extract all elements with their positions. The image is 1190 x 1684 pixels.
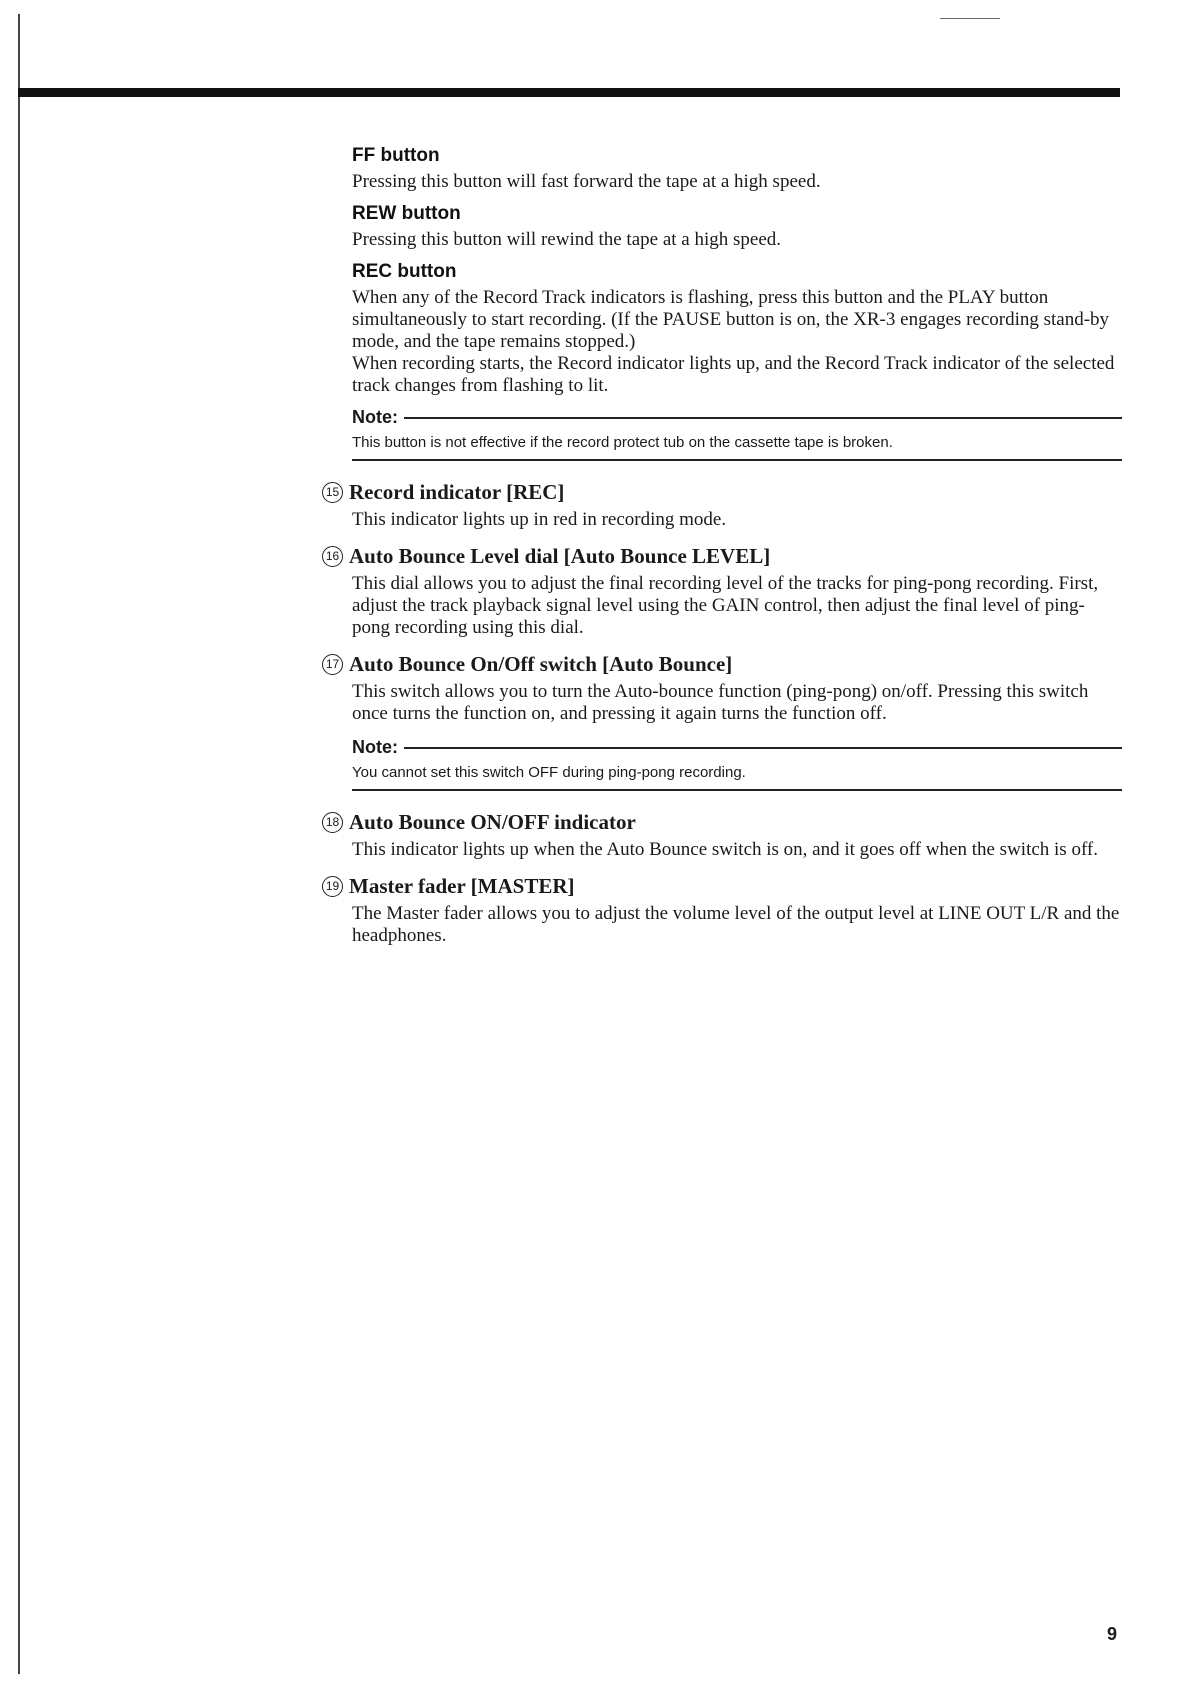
rew-button-description: Pressing this button will rewind the tape at a high speed. xyxy=(352,229,782,250)
ff-button-title: FF button xyxy=(352,145,440,166)
section-header xyxy=(322,479,1122,505)
note-box xyxy=(352,407,1122,461)
section-description: This switch allows you to turn the Auto-bounce function (ping-pong) on/off. Pressing this switch once turns the function on, and pressing it again turns the function off. xyxy=(352,681,1089,724)
ff-button-entry xyxy=(352,145,1122,193)
section-header xyxy=(322,543,1122,569)
section-title: Master fader [MASTER] xyxy=(349,874,575,898)
note-label: Note: xyxy=(352,407,398,427)
note-rule xyxy=(404,417,1122,419)
note-text: You cannot set this switch OFF during ping-pong recording. xyxy=(352,764,746,781)
rec-button-description: When any of the Record Track indicators is flashing, press this button and the PLAY button simultaneously to start recording. (If the PAUSE button is on, the XR-3 engages recording stand-by mode, and the tape remains stopped.) xyxy=(352,287,1110,352)
ff-button-description: Pressing this button will fast forward the tape at a high speed. xyxy=(352,171,821,192)
section-description: The Master fader allows you to adjust the volume level of the output level at LINE OUT L/R and the headphones. xyxy=(352,903,1120,946)
section-header xyxy=(322,809,1122,835)
section-description: This indicator lights up in red in recording mode. xyxy=(352,509,727,530)
scan-edge-line xyxy=(18,14,20,1674)
rew-button-title: REW button xyxy=(352,203,461,224)
note-rule xyxy=(404,747,1122,749)
rec-button-entry xyxy=(352,261,1122,397)
section-record-indicator xyxy=(325,479,1122,531)
circled-number: 16 xyxy=(322,546,343,567)
rec-button-description-2: When recording starts, the Record indicator lights up, and the Record Track indicator of the selected track changes from flashing to lit. xyxy=(352,353,1115,396)
note-label: Note: xyxy=(352,737,398,757)
page-content xyxy=(325,145,1122,959)
header-rule xyxy=(18,88,1120,97)
section-header xyxy=(322,873,1122,899)
section-header xyxy=(322,651,1122,677)
circled-number: 18 xyxy=(322,812,343,833)
section-auto-bounce-switch xyxy=(325,651,1122,725)
rec-button-title: REC button xyxy=(352,261,457,282)
scan-mark xyxy=(940,18,1000,19)
note-box xyxy=(352,737,1122,791)
section-auto-bounce-indicator xyxy=(325,809,1122,861)
page-number: 9 xyxy=(1107,1624,1118,1644)
section-title: Auto Bounce On/Off switch [Auto Bounce] xyxy=(349,652,733,676)
rew-button-entry xyxy=(352,203,1122,251)
section-title: Auto Bounce ON/OFF indicator xyxy=(349,810,636,834)
section-title: Record indicator [REC] xyxy=(349,480,565,504)
section-master-fader xyxy=(325,873,1122,947)
section-title: Auto Bounce Level dial [Auto Bounce LEVEL] xyxy=(349,544,771,568)
note-header xyxy=(352,407,1122,428)
circled-number: 19 xyxy=(322,876,343,897)
section-description: This indicator lights up when the Auto Bounce switch is on, and it goes off when the switch is off. xyxy=(352,839,1099,860)
section-description: This dial allows you to adjust the final recording level of the tracks for ping-pong recording. First, adjust the track playback signal level using the GAIN control, then adjust the final level of ping-pong recording using this dial. xyxy=(352,573,1099,638)
note-header xyxy=(352,737,1122,758)
circled-number: 17 xyxy=(322,654,343,675)
circled-number: 15 xyxy=(322,482,343,503)
section-auto-bounce-level-dial xyxy=(325,543,1122,639)
note-text: This button is not effective if the record protect tub on the cassette tape is broken. xyxy=(352,434,893,451)
